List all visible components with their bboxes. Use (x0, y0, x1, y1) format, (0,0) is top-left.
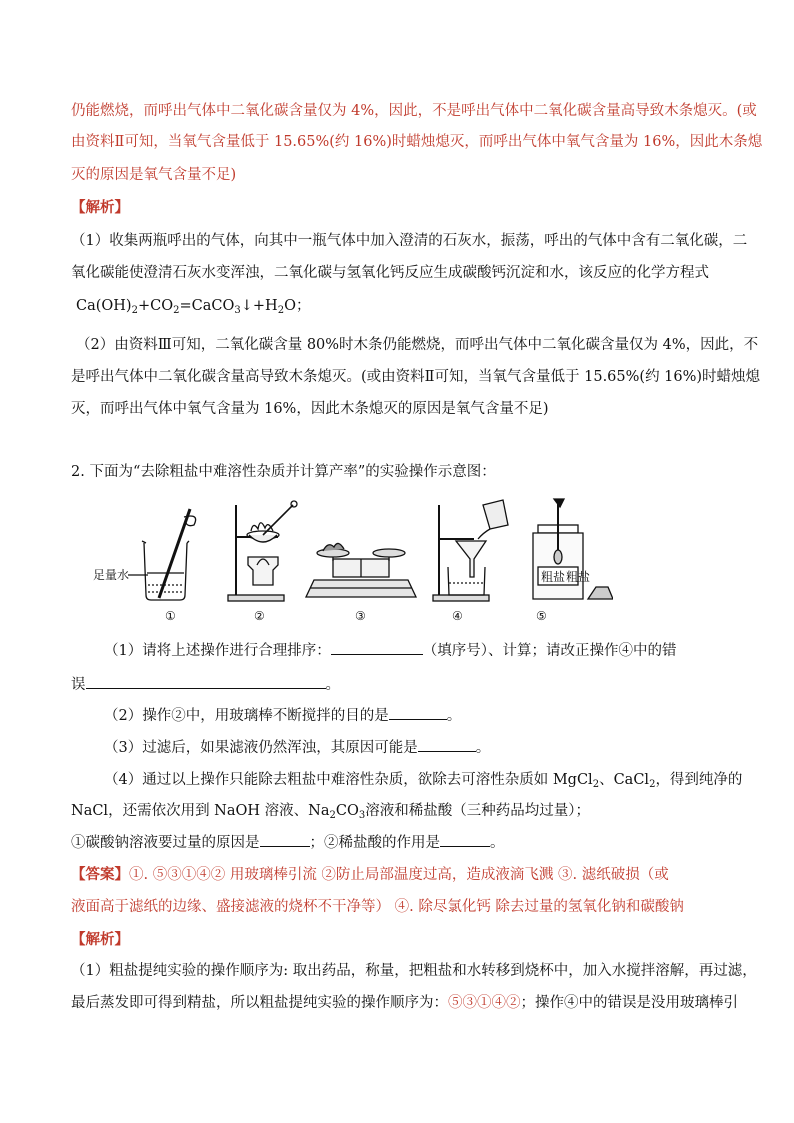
blank-6[interactable] (440, 832, 490, 847)
beaker-with-rod-figure (128, 509, 196, 600)
analysis-q2-line-2: 最后蒸发即可得到精盐，所以粗盐提纯实验的操作顺序为：⑤③①④②；操作④中的错误是没用玻璃棒引 (71, 995, 738, 1011)
subquestion-1-line-2: 误 。 (71, 674, 340, 696)
down-arrow-icon: ↓ (240, 298, 253, 314)
analysis-1-line-1: （1）收集两瓶呼出的气体，向其中一瓶气体中加入澄清的石灰水，振荡，呼出的气体中含有二氧化碳，二 (71, 233, 748, 249)
subquestion-4-line-2: NaCl，还需依次用到 NaOH 溶液、$Na_2CO_3$溶液和稀盐酸（三种药品均过量）； (71, 803, 590, 821)
label-water: 足量水 (93, 568, 130, 582)
label-coarse-salt-jar: 粗盐 (541, 570, 566, 584)
chemical-equation: $Ca(OH)_2+CO_2=CaCO_3↓+H_2O$； (76, 298, 311, 316)
subquestion-4-line-3: ①碳酸钠溶液要过量的原因是 ；②稀盐酸的作用是 。 (71, 832, 505, 854)
answer-continuation-line-2: 由资料Ⅱ可知，当氧气含量低于 15.65%(约 16%)时蜡烛熄灭，而呼出气体中氧气含量为 16%，因此木条熄 (71, 134, 763, 150)
blank-4[interactable] (418, 737, 476, 752)
blank-3[interactable] (389, 705, 447, 720)
analysis-1-line-2: 氧化碳能使澄清石灰水变浑浊，二氧化碳与氢氧化钙反应生成碳酸钙沉淀和水，该反应的化学方程式 (71, 265, 709, 281)
analysis-2-line-2: 是呼出气体中二氧化碳含量高导致木条熄灭。(或由资料Ⅱ可知，当氧气含量低于 15.65%(约 16%)时蜡烛熄 (71, 369, 761, 385)
balance-figure (306, 543, 416, 597)
figure-number-2: ② (254, 609, 265, 623)
analysis-label: 【解析】 (71, 199, 129, 216)
subquestion-3: （3）过滤后，如果滤液仍然浑浊，其原因可能是 。 (104, 737, 490, 759)
answer-label: 【答案】 (71, 866, 129, 883)
figure-number-5: ⑤ (536, 609, 547, 623)
evaporation-figure (228, 501, 297, 601)
subquestion-4-line-1: （4）通过以上操作只能除去粗盐中难溶性杂质，欲除去可溶性杂质如 MgCl$_2$、CaCl$_2$，得到纯净的 (104, 772, 743, 790)
filtration-figure (433, 500, 508, 601)
analysis-label-2: 【解析】 (71, 931, 129, 948)
blank-5[interactable] (260, 832, 310, 847)
answer-continuation-line-1: 仍能燃烧，而呼出气体中二氧化碳含量仅为 4%，因此，不是呼出气体中二氧化碳含量高导致木条熄灭。(或 (71, 103, 757, 119)
blank-2[interactable] (86, 674, 326, 689)
analysis-q2-line-1: （1）粗盐提纯实验的操作顺序为: 取出药品，称量，把粗盐和水转移到烧杯中，加入水搅拌溶解，再过滤， (71, 963, 757, 979)
reagent-jar-figure (533, 499, 613, 599)
answer-line-2: 液面高于滤纸的边缘、盛接滤液的烧杯不干净等） ④. 除尽氯化钙 除去过量的氢氧化钠和碳酸钠 (71, 899, 684, 915)
answer-line-1: 【答案】①. ⑤③①④② 用玻璃棒引流 ②防止局部温度过高，造成液滴飞溅 ③. 滤纸破损（或 (71, 866, 669, 883)
subquestion-1-line-1: （1）请将上述操作进行合理排序： （填序号）、计算；请改正操作④中的错 (104, 640, 676, 662)
analysis-2-line-3: 灭，而呼出气体中氧气含量为 16%，因此木条熄灭的原因是氧气含量不足) (71, 401, 549, 417)
label-coarse-salt: 粗盐 (566, 570, 591, 584)
analysis-2-line-1: （2）由资料Ⅲ可知，二氧化碳含量 80%时木条仍能燃烧，而呼出气体中二氧化碳含量仅为 4%，因此，不 (76, 337, 759, 353)
blank-1[interactable] (331, 640, 423, 655)
figure-number-4: ④ (452, 609, 463, 623)
answer-continuation-line-3: 灭的原因是氧气含量不足) (71, 167, 237, 183)
figure-number-3: ③ (355, 609, 366, 623)
experiment-figure (88, 495, 613, 625)
subquestion-2: （2）操作②中，用玻璃棒不断搅拌的目的是 。 (104, 705, 461, 727)
question-2-title: 2. 下面为“去除粗盐中难溶性杂质并计算产率”的实验操作示意图： (71, 464, 496, 480)
figure-number-1: ① (165, 609, 176, 623)
